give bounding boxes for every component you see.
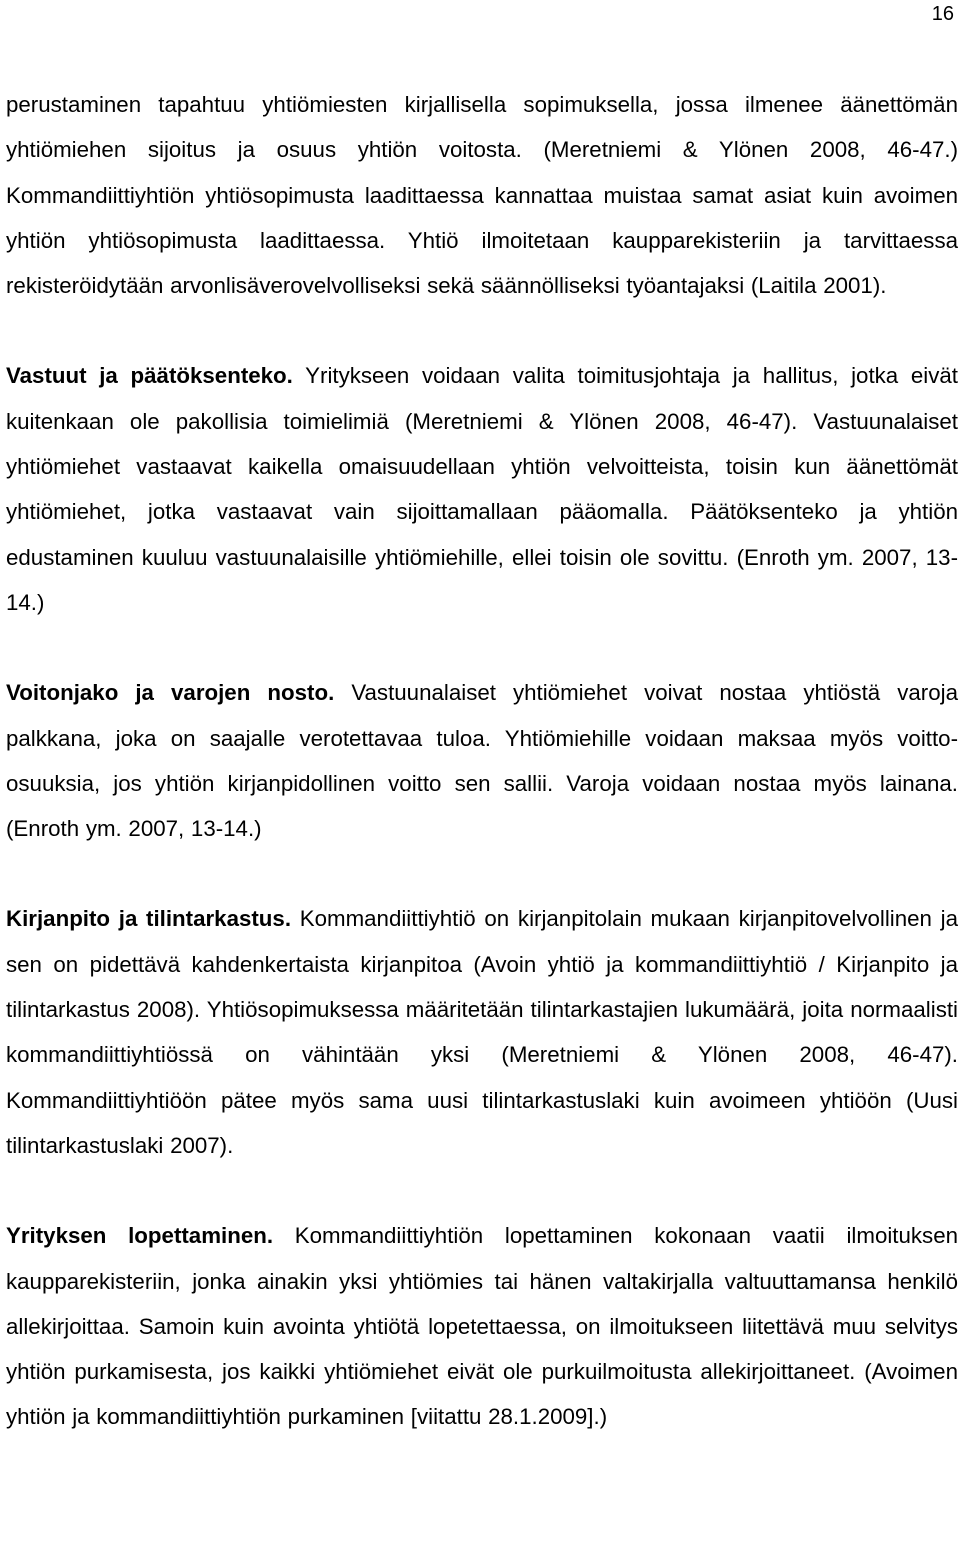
paragraph-profit-distribution: [6, 670, 958, 851]
paragraph-text: perustaminen tapahtuu yhtiömiesten kirjallisella sopimuksella, jossa ilmenee äänettömän yhtiömiehen sijoitus ja osuus yhtiön voitosta. (Meretniemi & Ylönen 2008, 46-47.) Kommandiittiyhtiön yhtiösopimusta laadittaessa kannattaa muistaa samat asiat kuin avoimen yhtiön yhtiösopimusta laadittaessa. Yhtiö ilmoitetaan kaupparekisteriin ja tarvittaessa rekisteröidytään arvonlisäverovelvolliseksi sekä säännölliseksi työantajaksi (Laitila 2001).: [6, 92, 958, 299]
section-heading: Voitonjako ja varojen nosto.: [6, 680, 335, 706]
paragraph-text: Kommandiittiyhtiön lopettaminen kokonaan vaatii ilmoituksen kaupparekisteriin, jonka ainakin yksi yhtiömies tai hänen valtakirjalla valtuuttamansa henkilö allekirjoittaa. Samoin kuin avointa yhtiötä lopetettaessa, on ilmoitukseen liitettävä muu selvitys yhtiön purkamisesta, jos kaikki yhtiömiehet eivät ole purkuilmoitusta allekirjoittaneet. (Avoimen yhtiön ja kommandiittiyhtiön purkaminen [viitattu 28.1.2009].): [6, 1223, 959, 1430]
section-heading: Vastuut ja päätöksenteko.: [6, 363, 293, 389]
paragraph-responsibilities: [6, 353, 958, 625]
paragraph-text: Vastuunalaiset yhtiömiehet voivat nostaa yhtiöstä varoja palkkana, joka on saajalle verotettavaa tuloa. Yhtiömiehille voidaan maksaa myös voitto-osuuksia, jos yhtiön kirjanpidollinen voitto sen sallii. Varoja voidaan nostaa myös lainana. (Enroth ym. 2007, 13-14.): [6, 680, 958, 842]
paragraph-text: Kommandiittiyhtiö on kirjanpitolain mukaan kirjanpitovelvollinen ja sen on pidettävä kahdenkertaista kirjanpitoa (Avoin yhtiö ja kommandiittiyhtiö / Kirjanpito ja tilintarkastus 2008). Yhtiösopimuksessa määritetään tilintarkastajien lukumäärä, joita normaalisti kommandiittiyhtiössä on vähintään yksi (Meretniemi & Ylönen 2008, 46-47). Kommandiittiyhtiöön pätee myös sama uusi tilintarkastuslaki kuin avoimeen yhtiöön (Uusi tilintarkastuslaki 2007).: [6, 906, 958, 1158]
section-heading: Yrityksen lopettaminen.: [6, 1223, 274, 1249]
page-number: 16: [931, 3, 954, 25]
section-heading: Kirjanpito ja tilintarkastus.: [6, 906, 292, 932]
paragraph-text: Yritykseen voidaan valita toimitusjohtaja ja hallitus, jotka eivät kuitenkaan ole pakollisia toimielimiä (Meretniemi & Ylönen 2008, 46-47). Vastuunalaiset yhtiömiehet vastaavat kaikella omaisuudellaan yhtiön velvoitteista, toisin kun äänettömät yhtiömiehet, jotka vastaavat vain sijoittamallaan pääomalla. Päätöksenteko ja yhtiön edustaminen kuuluu vastuunalaisille yhtiömiehille, ellei toisin ole sovittu. (Enroth ym. 2007, 13-14.): [6, 363, 958, 615]
paragraph-intro: [6, 82, 958, 308]
document-body: [6, 82, 958, 1440]
paragraph-closing-company: [6, 1213, 958, 1439]
paragraph-bookkeeping: [6, 896, 958, 1168]
